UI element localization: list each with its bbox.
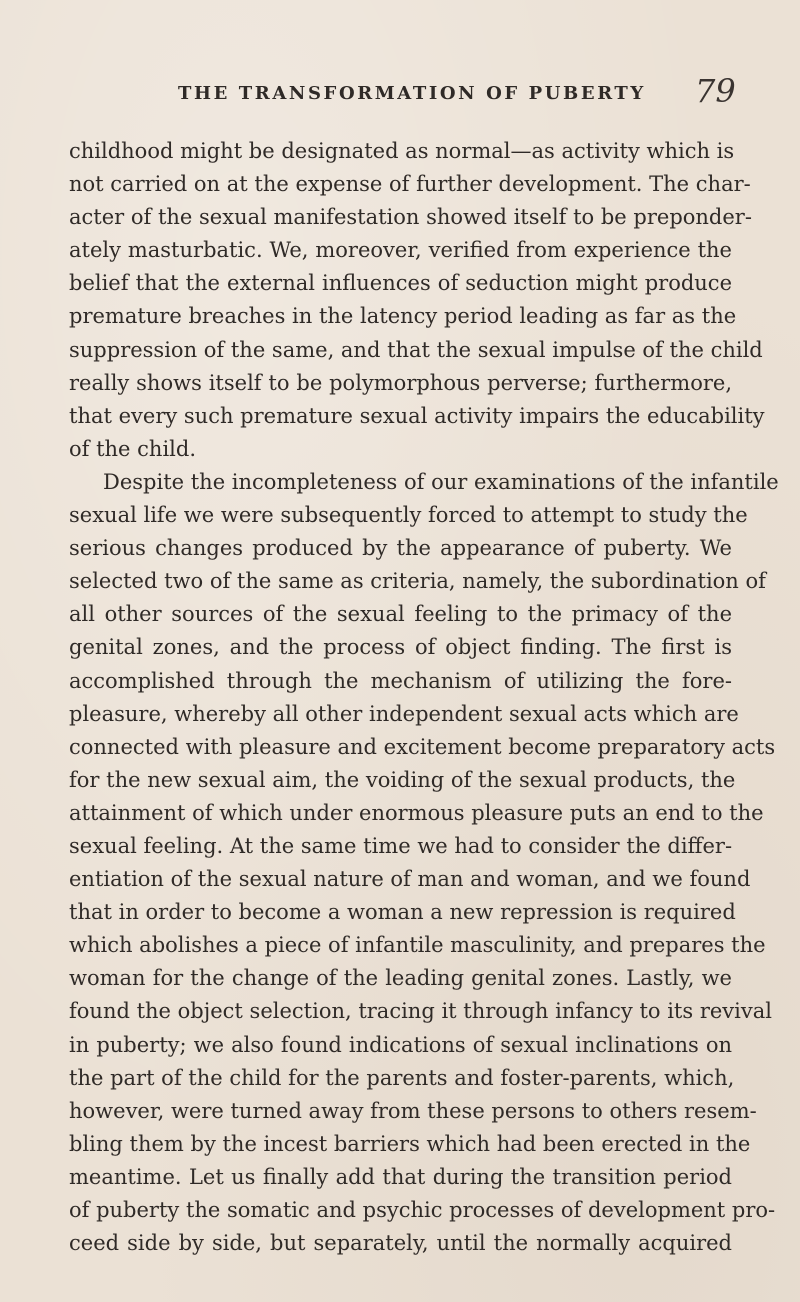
paragraph-end-line: of the child. <box>69 436 196 461</box>
text-line: not carried on at the expense of further development. The char- <box>69 172 751 197</box>
running-title: THE TRANSFORMATION OF PUBERTY <box>178 83 646 104</box>
text-line: that every such premature sexual activity impairs the educability <box>69 403 765 428</box>
text-line: entiation of the sexual nature of man and woman, and we found <box>69 867 751 892</box>
text-line: bling them by the incest barriers which had been erected in the <box>69 1131 751 1156</box>
text-line: accomplished through the mechanism of utilizing the fore- <box>69 668 732 693</box>
text-line: suppression of the same, and that the sexual impulse of the child <box>69 337 763 362</box>
text-line: pleasure, whereby all other independent sexual acts which are <box>69 701 739 726</box>
text-line: sexual feeling. At the same time we had to consider the differ- <box>69 833 733 858</box>
text-line: all other sources of the sexual feeling to the primacy of the <box>69 602 732 627</box>
body-text <box>69 135 779 1260</box>
text-line: attainment of which under enormous pleasure puts an end to the <box>69 800 764 825</box>
text-line: serious changes produced by the appearance of puberty. We <box>69 536 732 561</box>
page-number: 79 <box>695 72 736 110</box>
text-line: however, were turned away from these persons to others resem- <box>69 1098 757 1123</box>
text-line: belief that the external influences of seduction might produce <box>69 271 732 296</box>
text-line: really shows itself to be polymorphous perverse; furthermore, <box>69 370 732 395</box>
text-line: found the object selection, tracing it through infancy to its revival <box>69 999 772 1024</box>
text-line: for the new sexual aim, the voiding of the sexual products, the <box>69 767 736 792</box>
text-line: woman for the change of the leading genital zones. Lastly, we <box>69 966 732 991</box>
text-line: which abolishes a piece of infantile masculinity, and prepares the <box>69 933 766 958</box>
text-line: of puberty the somatic and psychic processes of development pro- <box>69 1198 776 1222</box>
text-line: ately masturbatic. We, moreover, verified from experience the <box>69 238 732 263</box>
text-line: acter of the sexual manifestation showed itself to be preponder- <box>69 205 752 230</box>
text-line: in puberty; we also found indications of sexual inclinations on <box>69 1032 732 1057</box>
text-line: genital zones, and the process of object finding. The first is <box>69 635 732 660</box>
text-line: sexual life we were subsequently forced to attempt to study the <box>69 503 748 528</box>
text-line: connected with pleasure and excitement become preparatory acts <box>69 734 776 759</box>
text-line: meantime. Let us finally add that during the transition period <box>69 1164 732 1189</box>
text-line: selected two of the same as criteria, namely, the subordination of <box>69 569 766 594</box>
text-line: the part of the child for the parents and foster-parents, which, <box>69 1065 735 1090</box>
text-line: childhood might be designated as normal—as activity which is <box>69 139 735 163</box>
text-line: that in order to become a woman a new repression is required <box>69 900 736 925</box>
paragraph-start-line: Despite the incompleteness of our examinations of the infantile <box>103 469 779 494</box>
text-line: ceed side by side, but separately, until the normally acquired <box>69 1231 732 1256</box>
text-line: premature breaches in the latency period leading as far as the <box>69 304 737 329</box>
